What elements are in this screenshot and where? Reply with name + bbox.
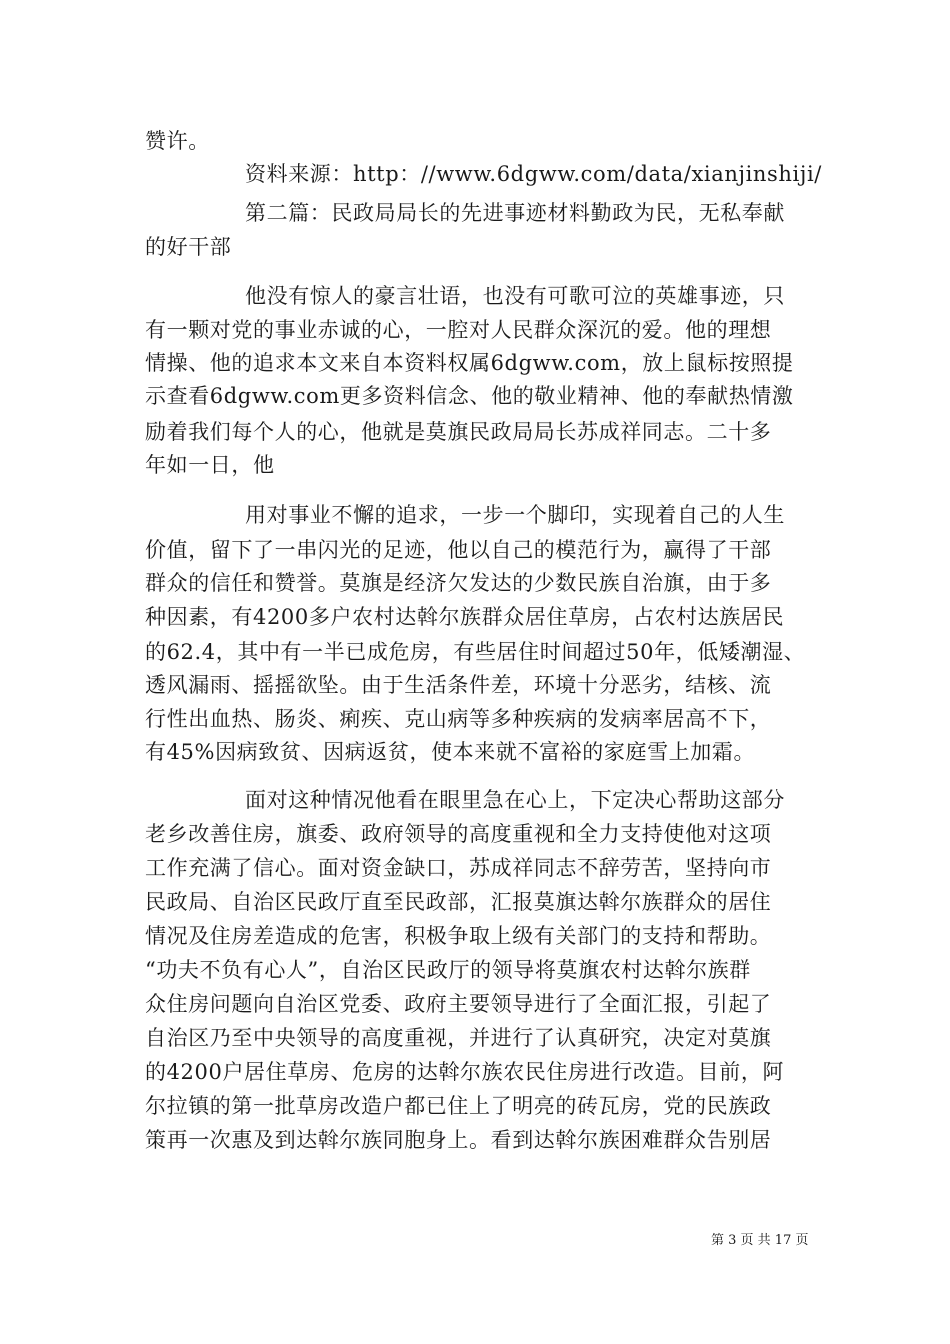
text-line: 示查看6dgww.com更多资料信念、他的敬业精神、他的奉献热情激 [145, 384, 794, 408]
source-line: 资料来源：http：//www.6dgww.com/data/xianjinshiji/ [245, 162, 822, 186]
text-line: 的4200户居住草房、危房的达斡尔族农民住房进行改造。目前，阿 [145, 1060, 785, 1084]
text-line: 策再一次惠及到达斡尔族同胞身上。看到达斡尔族困难群众告别居 [145, 1128, 772, 1152]
text-line: 老乡改善住房，旗委、政府领导的高度重视和全力支持使他对这项 [145, 822, 772, 846]
text-line: 赞许。 [145, 129, 210, 153]
text-line: 有一颗对党的事业赤诚的心，一腔对人民群众深沉的爱。他的理想 [145, 318, 772, 342]
page-number-footer: 第 3 页 共 17 页 [711, 1233, 809, 1248]
text-line: 自治区乃至中央领导的高度重视，并进行了认真研究，决定对莫旗 [145, 1026, 772, 1050]
text-line: 情操、他的追求本文来自本资料权属6dgww.com，放上鼠标按照提 [145, 351, 794, 375]
text-line: 价值，留下了一串闪光的足迹，他以自己的模范行为，赢得了干部 [145, 538, 772, 562]
text-line: 用对事业不懈的追求，一步一个脚印，实现着自己的人生 [245, 503, 785, 527]
text-line: 种因素，有4200多户农村达斡尔族群众居住草房，占农村达族居民 [145, 605, 785, 629]
text-line: 年如一日，他 [145, 453, 275, 477]
text-line: 民政局、自治区民政厅直至民政部，汇报莫旗达斡尔族群众的居住 [145, 890, 772, 914]
text-line: 众住房问题向自治区党委、政府主要领导进行了全面汇报，引起了 [145, 992, 772, 1016]
text-line: 他没有惊人的豪言壮语，也没有可歌可泣的英雄事迹，只 [245, 284, 785, 308]
text-line: 有45%因病致贫、因病返贫，使本来就不富裕的家庭雪上加霜。 [145, 740, 756, 764]
text-line: 的62.4，其中有一半已成危房，有些居住时间超过50年，低矮潮湿、 [145, 640, 806, 664]
text-line: 透风漏雨、摇摇欲坠。由于生活条件差，环境十分恶劣，结核、流 [145, 673, 772, 697]
text-line: 情况及住房差造成的危害，积极争取上级有关部门的支持和帮助。 [145, 924, 772, 948]
text-line: 群众的信任和赞誉。莫旗是经济欠发达的少数民族自治旗，由于多 [145, 571, 772, 595]
section-heading-line: 第二篇：民政局局长的先进事迹材料勤政为民，无私奉献 [245, 201, 785, 225]
text-line: 行性出血热、肠炎、痢疾、克山病等多种疾病的发病率居高不下， [145, 707, 772, 731]
text-line: 工作充满了信心。面对资金缺口，苏成祥同志不辞劳苦，坚持向市 [145, 856, 772, 880]
text-line: 面对这种情况他看在眼里急在心上，下定决心帮助这部分 [245, 788, 785, 812]
section-heading-line: 的好干部 [145, 235, 232, 259]
text-line: 励着我们每个人的心，他就是莫旗民政局局长苏成祥同志。二十多 [145, 420, 772, 444]
text-line: “功夫不负有心人”，自治区民政厅的领导将莫旗农村达斡尔族群 [145, 958, 751, 982]
text-line: 尔拉镇的第一批草房改造户都已住上了明亮的砖瓦房，党的民族政 [145, 1094, 772, 1118]
